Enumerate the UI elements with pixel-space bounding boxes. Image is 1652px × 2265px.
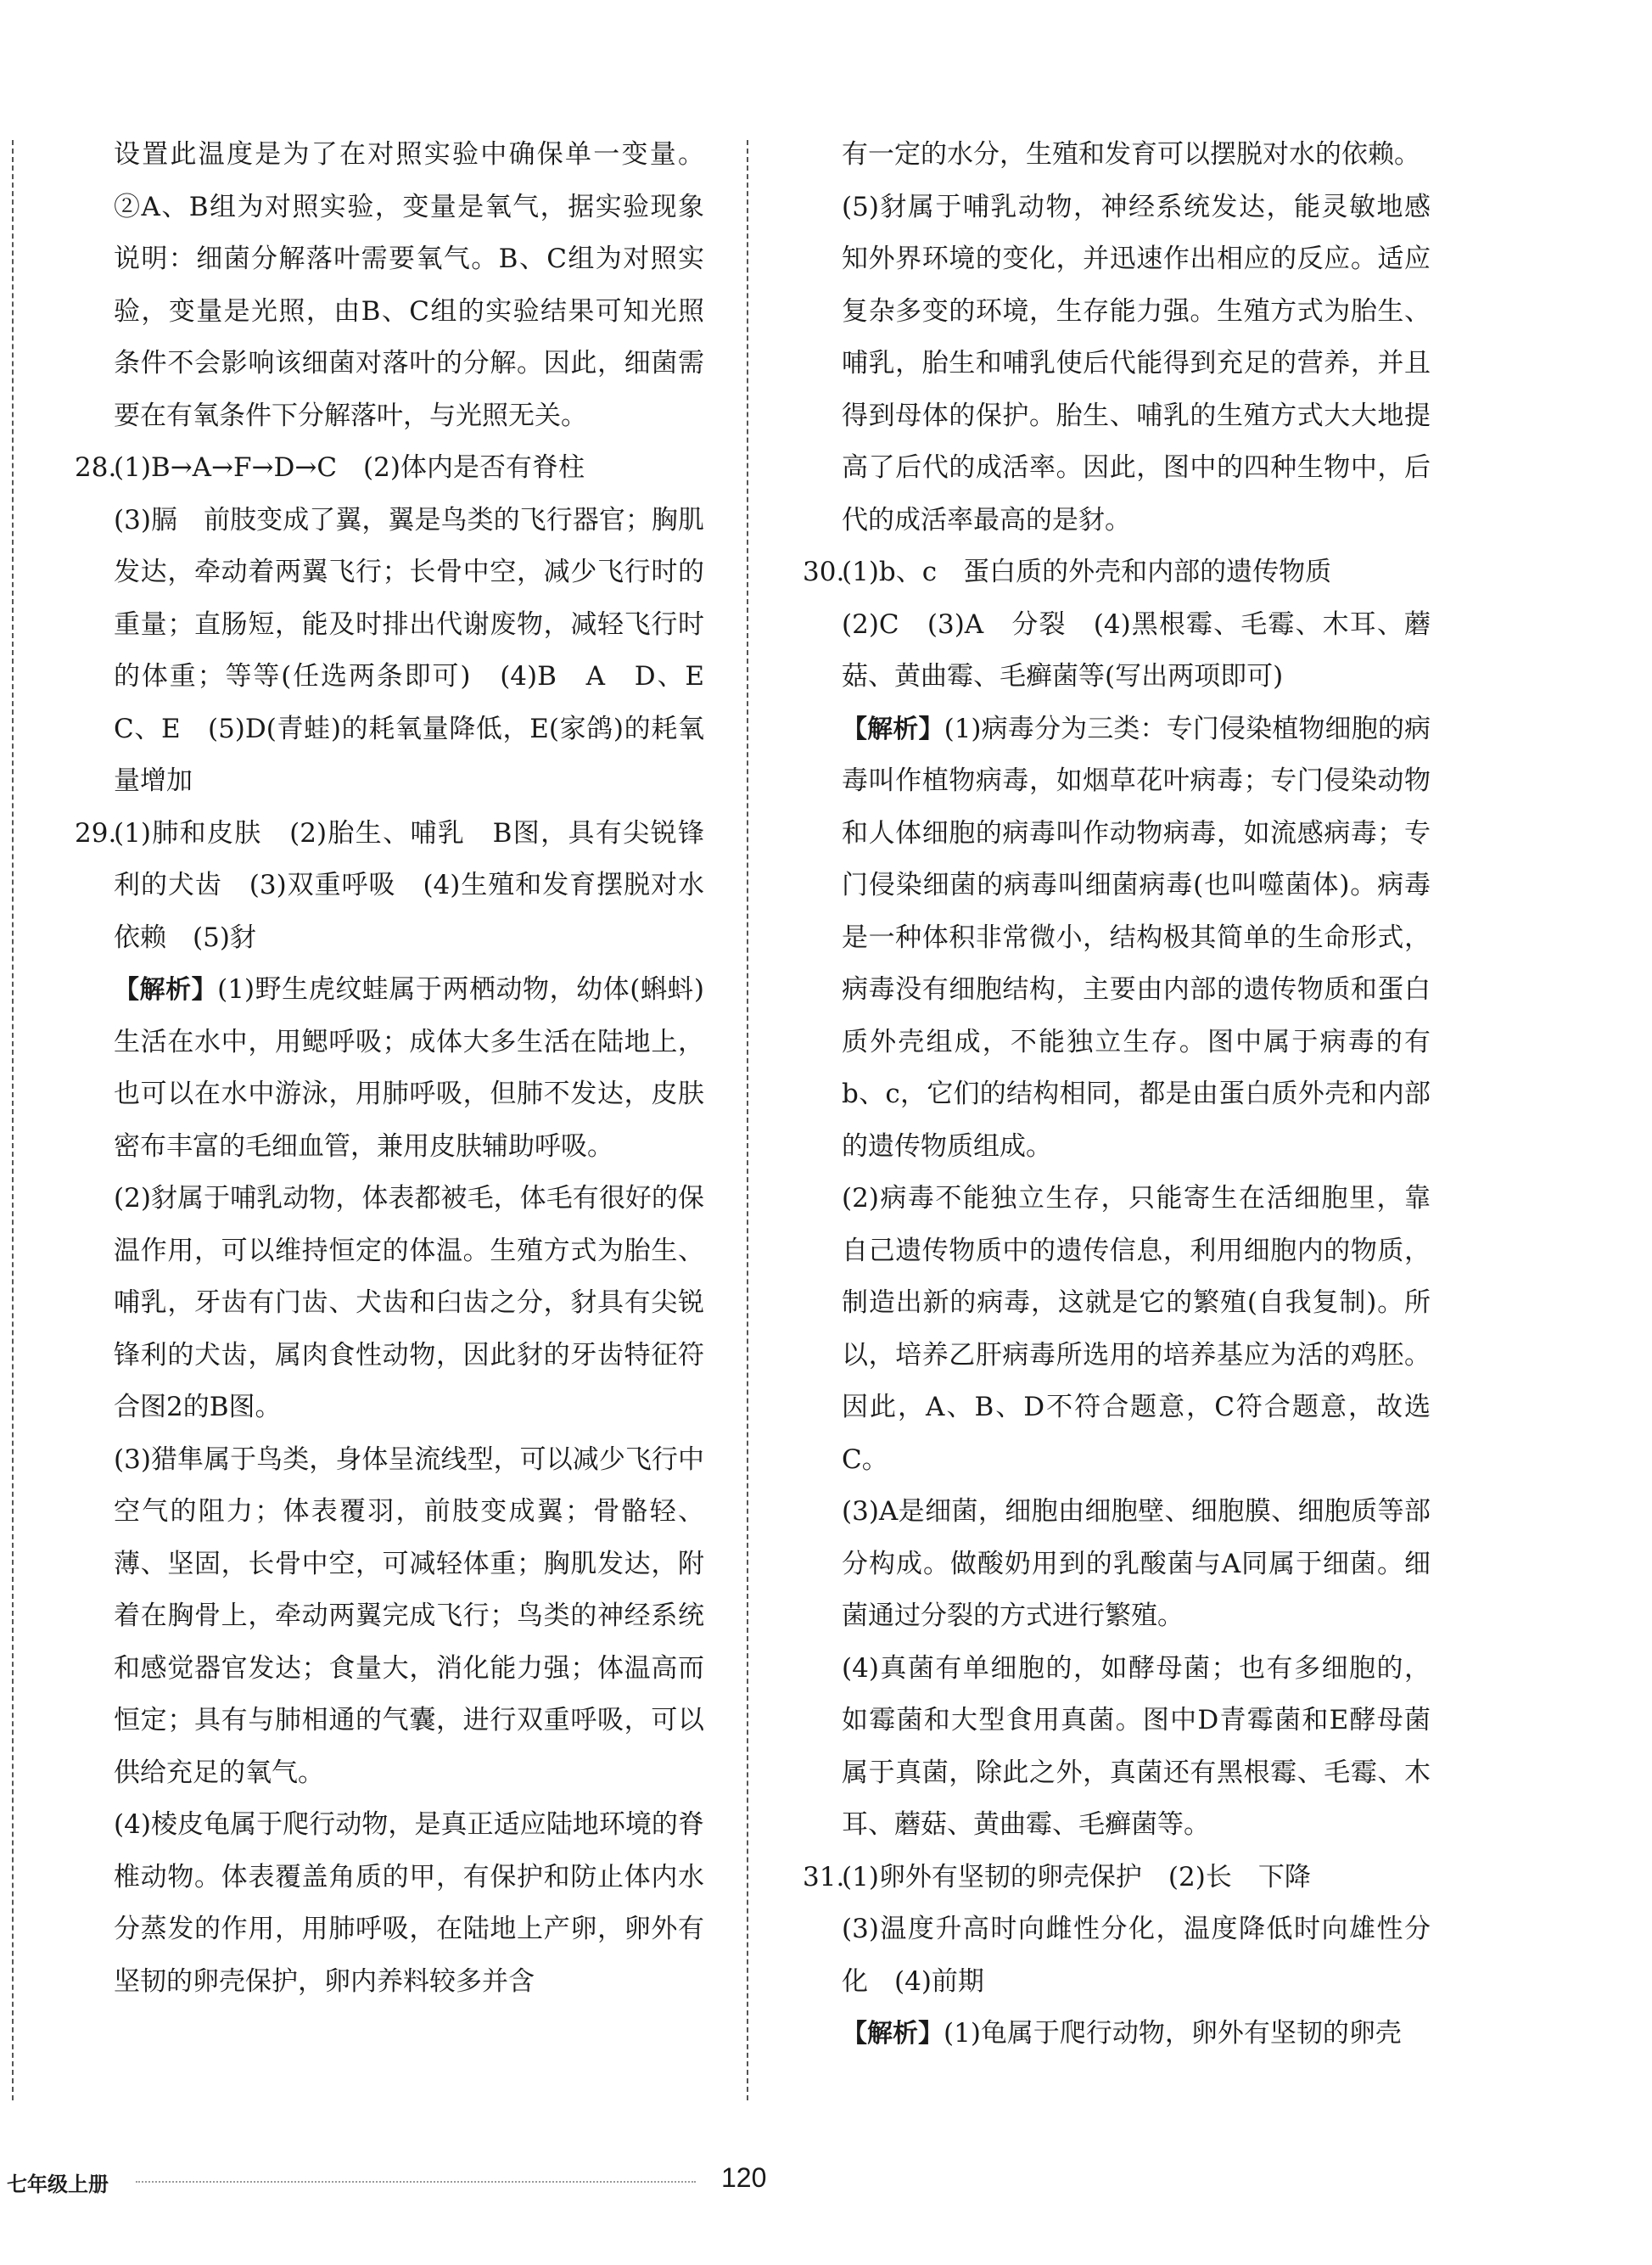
left-column xyxy=(75,129,731,2008)
answer-paragraph xyxy=(803,182,1431,547)
question-number: 31. xyxy=(803,1861,845,1892)
paragraph-text: (1)野生虎纹蛙属于两栖动物，幼体(蝌蚪)生活在水中，用鳃呼吸；成体大多生活在陆地上，也可以在水中游泳，用肺呼吸，但肺不发达，皮肤密布丰富的毛细血管，兼用皮肤辅助呼吸。 xyxy=(114,974,704,1162)
paragraph-text: 设置此温度是为了在对照实验中确保单一变量。②A、B组为对照实验，变量是氧气，据实验现象说明：细菌分解落叶需要氧气。B、C组为对照实验，变量是光照，由B、C组的实验结果可知光照条件不会影响该细菌对落叶的分解。因此，细菌需要在有氧条件下分解落叶，与光照无关。 xyxy=(114,139,704,431)
answer-paragraph xyxy=(803,1173,1431,1486)
answer-paragraph xyxy=(803,1486,1431,1643)
answer-paragraph xyxy=(75,442,704,495)
answer-paragraph xyxy=(75,808,704,965)
answer-paragraph xyxy=(803,704,1431,1174)
answer-paragraph xyxy=(75,1434,704,1800)
right-column xyxy=(803,129,1431,2060)
answer-paragraph xyxy=(803,1903,1431,2008)
answer-paragraph xyxy=(803,1643,1431,1852)
answer-paragraph xyxy=(75,1173,704,1434)
paragraph-text: (2)C (3)A 分裂 (4)黑根霉、毛霉、木耳、蘑菇、黄曲霉、毛癣菌等(写出两项即可) xyxy=(842,608,1431,692)
paragraph-text: (2)豺属于哺乳动物，体表都被毛，体毛有很好的保温作用，可以维持恒定的体温。生殖方式为胎生、哺乳，牙齿有门齿、犬齿和臼齿之分，豺具有尖锐锋利的犬齿，属肉食性动物，因此豺的牙齿特征符合图2的B图。 xyxy=(114,1183,704,1422)
paragraph-text: (3)温度升高时向雌性分化，温度降低时向雄性分化 (4)前期 xyxy=(842,1914,1431,1997)
page-number: 120 xyxy=(721,2162,767,2193)
question-number: 29. xyxy=(75,817,117,849)
paragraph-text: (3)猎隼属于鸟类，身体呈流线型，可以减少飞行中空气的阻力；体表覆羽，前肢变成翼；骨骼轻、薄、坚固，长骨中空，可减轻体重；胸肌发达，附着在胸骨上，牵动两翼完成飞行；鸟类的神经系统和感觉器官发达；食量大，消化能力强；体温高而恒定；具有与肺相通的气囊，进行双重呼吸，可以供给充足的氧气。 xyxy=(114,1444,704,1788)
paragraph-text: (4)真菌有单细胞的，如酵母菌；也有多细胞的，如霉菌和大型食用真菌。图中D青霉菌和E酵母菌属于真菌，除此之外，真菌还有黑根霉、毛霉、木耳、蘑菇、黄曲霉、毛癣菌等。 xyxy=(842,1652,1431,1840)
paragraph-text: (1)肺和皮肤 (2)胎生、哺乳 B图，具有尖锐锋利的犬齿 (3)双重呼吸 (4)生殖和发育摆脱对水依赖 (5)豺 xyxy=(114,817,704,953)
question-number: 30. xyxy=(803,557,845,587)
analysis-tag: 【解析】 xyxy=(842,714,944,744)
paragraph-text: 有一定的水分，生殖和发育可以摆脱对水的依赖。 xyxy=(842,139,1420,170)
paragraph-text: (1)病毒分为三类：专门侵染植物细胞的病毒叫作植物病毒，如烟草花叶病毒；专门侵染动物和人体细胞的病毒叫作动物病毒，如流感病毒；专门侵染细菌的病毒叫细菌病毒(也叫噬菌体)。病毒是一种体积非常微小，结构极其简单的生命形式，病毒没有细胞结构，主要由内部的遗传物质和蛋白质外壳组成，不能独立生存。图中属于病毒的有b、c，它们的结构相同，都是由蛋白质外壳和内部的遗传物质组成。 xyxy=(842,713,1431,1162)
paragraph-text: (3)膈 前肢变成了翼，翼是鸟类的飞行器官；胸肌发达，牵动着两翼飞行；长骨中空，减少飞行时的重量；直肠短，能及时排出代谢废物，减轻飞行时的体重；等等(任选两条即可) (4)B A D、E C、E (5)D(青蛙)的耗氧量降低，E(家鸽)的耗氧量增加 xyxy=(114,504,731,796)
answer-paragraph xyxy=(803,547,1431,599)
answer-paragraph xyxy=(803,599,1431,704)
paragraph-text: (5)豺属于哺乳动物，神经系统发达，能灵敏地感知外界环境的变化，并迅速作出相应的反应。适应复杂多变的环境，生存能力强。生殖方式为胎生、哺乳，胎生和哺乳使后代能得到充足的营养，并且得到母体的保护。胎生、哺乳的生殖方式大大地提高了后代的成活率。因此，图中的四种生物中，后代的成活率最高的是豺。 xyxy=(842,191,1431,535)
paragraph-text: (1)b、c 蛋白质的外壳和内部的遗传物质 xyxy=(842,557,1332,587)
paragraph-text: (1)龟属于爬行动物，卵外有坚韧的卵壳 xyxy=(944,2018,1402,2049)
grade-label: 七年级上册 xyxy=(7,2173,109,2196)
footer-dotted-rule xyxy=(136,2181,696,2183)
analysis-tag: 【解析】 xyxy=(114,975,218,1005)
answer-paragraph xyxy=(803,1852,1431,1904)
paragraph-text: (3)A是细菌，细胞由细胞壁、细胞膜、细胞质等部分构成。做酸奶用到的乳酸菌与A同属于细菌。细菌通过分裂的方式进行繁殖。 xyxy=(842,1496,1431,1631)
paragraph-text: (2)病毒不能独立生存，只能寄生在活细胞里，靠自己遗传物质中的遗传信息，利用细胞内的物质，制造出新的病毒，这就是它的繁殖(自我复制)。所以，培养乙肝病毒所选用的培养基应为活的鸡胚。因此，A、B、D不符合题意，C符合题意，故选C。 xyxy=(842,1183,1431,1475)
question-number: 28. xyxy=(75,452,117,483)
answer-paragraph xyxy=(75,495,731,808)
answer-paragraph xyxy=(75,129,704,442)
analysis-tag: 【解析】 xyxy=(842,2019,944,2049)
page-footer xyxy=(0,2162,1652,2196)
paragraph-text: (1)B→A→F→D→C (2)体内是否有脊柱 xyxy=(114,452,585,483)
paragraph-text: (4)棱皮龟属于爬行动物，是真正适应陆地环境的脊椎动物。体表覆盖角质的甲，有保护和防止体内水分蒸发的作用，用肺呼吸，在陆地上产卵，卵外有坚韧的卵壳保护，卵内养料较多并含 xyxy=(114,1809,704,1997)
answer-paragraph xyxy=(75,964,704,1173)
answer-paragraph xyxy=(75,1799,704,2008)
answer-paragraph xyxy=(803,2008,1431,2060)
binding-cut-line-middle xyxy=(747,140,762,2100)
answer-paragraph xyxy=(803,129,1431,182)
binding-cut-line-left xyxy=(12,140,27,2100)
paragraph-text: (1)卵外有坚韧的卵壳保护 (2)长 下降 xyxy=(842,1861,1311,1892)
